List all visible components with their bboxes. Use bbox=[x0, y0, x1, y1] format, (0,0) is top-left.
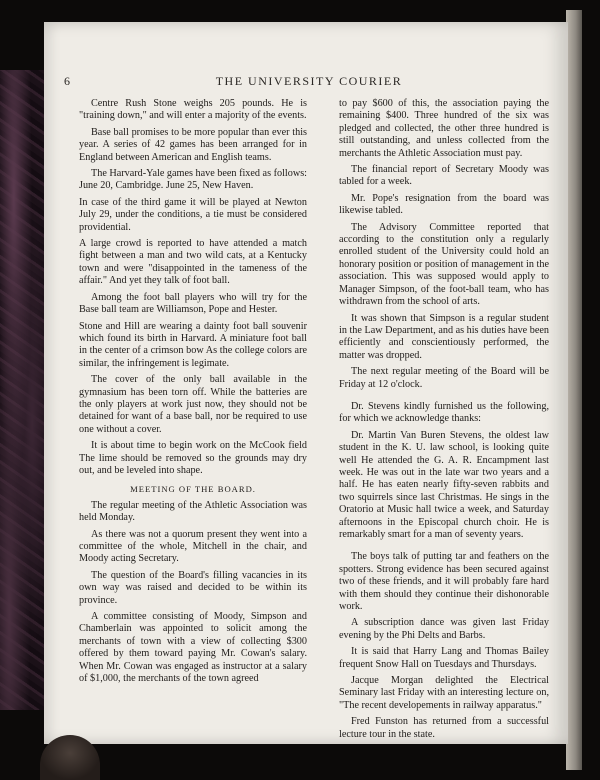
paragraph: Fred Funston has returned from a successful lecture tour in the state. bbox=[339, 716, 549, 740]
paragraph: It is said that Harry Lang and Thomas Bailey frequent Snow Hall on Tuesdays and Thursdays. bbox=[339, 646, 549, 670]
paragraph: A committee consisting of Moody, Simpson and Chamberlain was appointed to solicit among the merchants of town with a view of collecting $300 offered by them toward paying Mr. Cowan's salary. When Mr. Cowan was engaged as instructor at a salary of $1,000, the merchants of the town agreed bbox=[79, 611, 307, 685]
paragraph: to pay $600 of this, the association paying the remaining $400. Three hundred of the six was pledged and collected, the other three hundred is still outstanding, and unless collected from the merchants the Athletic Association must pay. bbox=[339, 98, 549, 159]
paragraph: The question of the Board's filling vacancies in its own way was raised and decided to be within its province. bbox=[79, 569, 307, 606]
paragraph: The Advisory Committee reported that according to the constitution only a regularly enrolled student of the University could hold an honorary position or position of management in the association. This was supposed would apply to Manager Simpson, of the foot-ball team, who has withdrawn from the school of arts. bbox=[339, 221, 549, 308]
paragraph: A subscription dance was given last Friday evening by the Phi Delts and Barbs. bbox=[339, 617, 549, 641]
section-heading: MEETING OF THE BOARD. bbox=[130, 484, 256, 495]
page-edge-right bbox=[566, 10, 582, 770]
marbled-endpaper bbox=[0, 70, 46, 710]
running-title: THE UNIVERSITY COURIER bbox=[215, 74, 403, 88]
left-column bbox=[79, 98, 307, 689]
paragraph: Centre Rush Stone weighs 205 pounds. He is "training down," and will enter a majority of the events. bbox=[79, 98, 307, 122]
paragraph: The next regular meeting of the Board will be Friday at 12 o'clock. bbox=[339, 366, 549, 390]
paragraph: A large crowd is reported to have attended a match fight between a man and two wild cats, at a Kentucky town and were "disappointed in the tameness of the affair." And yet they talk of foot ball. bbox=[79, 238, 307, 287]
paragraph: The cover of the only ball available in the gymnasium has been torn off. While the batteries are the only players at work just now, they should not be detained for want of a base ball, nor be required to use one without a cover. bbox=[79, 374, 307, 435]
page-header bbox=[64, 74, 554, 90]
paragraph: It is about time to begin work on the McCook field The lime should be removed so the grounds may dry out, and be leveled into shape. bbox=[79, 440, 307, 476]
paragraph: Among the foot ball players who will try for the Base ball team are Williamson, Pope and Hester. bbox=[79, 291, 307, 316]
paragraph: As there was not a quorum present they went into a committee of the whole, Mitchell in the chair, and Moody acting Secretary. bbox=[79, 528, 307, 565]
paragraph: It was shown that Simpson is a regular student in the Law Department, and as his duties have been efficiently and conscientiously performed, the matter was dropped. bbox=[339, 312, 549, 361]
paragraph: The regular meeting of the Athletic Association was held Monday. bbox=[79, 499, 307, 524]
paragraph: The Harvard-Yale games have been fixed as follows: June 20, Cambridge. June 25, New Haven. bbox=[79, 168, 307, 192]
paragraph: Stone and Hill are wearing a dainty foot ball souvenir which found its birth in Harvard. A miniature foot ball in the center of a crimson bow As the college colors are similar, the infringement is legimate. bbox=[79, 320, 307, 369]
paragraph: Dr. Stevens kindly furnished us the following, for which we acknowledge thanks: bbox=[339, 400, 549, 425]
paragraph: Mr. Pope's resignation from the board was likewise tabled. bbox=[339, 192, 549, 217]
right-column bbox=[339, 98, 549, 745]
paragraph: The financial report of Secretary Moody was tabled for a week. bbox=[339, 164, 549, 188]
page-number: 6 bbox=[64, 74, 70, 88]
book-page bbox=[44, 22, 568, 744]
paragraph: The boys talk of putting tar and feathers on the spotters. Strong evidence has been secured against two of these friends, and it will probably fare hard with them should they continue their dishonorable work. bbox=[339, 551, 549, 613]
paragraph: Base ball promises to be more popular than ever this year. A series of 42 games has been arranged for in England between American and English teams. bbox=[79, 126, 307, 163]
paragraph: Dr. Martin Van Buren Stevens, the oldest law student in the K. U. law school, is looking quite well He attended the G. A. R. Encampment last week. He was out in the late war two years and a half. He has eaten nearly fifty-seven rabbits and two squirrels since last Christmas. He sings in the Oratorio at Music hall twice a week, and Saturday afternoons in the Episcopal church choir. He is remarkably smart for a man of seventy years. bbox=[339, 429, 549, 540]
paragraph: Jacque Morgan delighted the Electrical Seminary last Friday with an interesting lecture on, "The recent developements in railway apparatus." bbox=[339, 675, 549, 711]
paragraph: In case of the third game it will be played at Newton July 29, under the conditions, a tie must be considered providential. bbox=[79, 196, 307, 233]
